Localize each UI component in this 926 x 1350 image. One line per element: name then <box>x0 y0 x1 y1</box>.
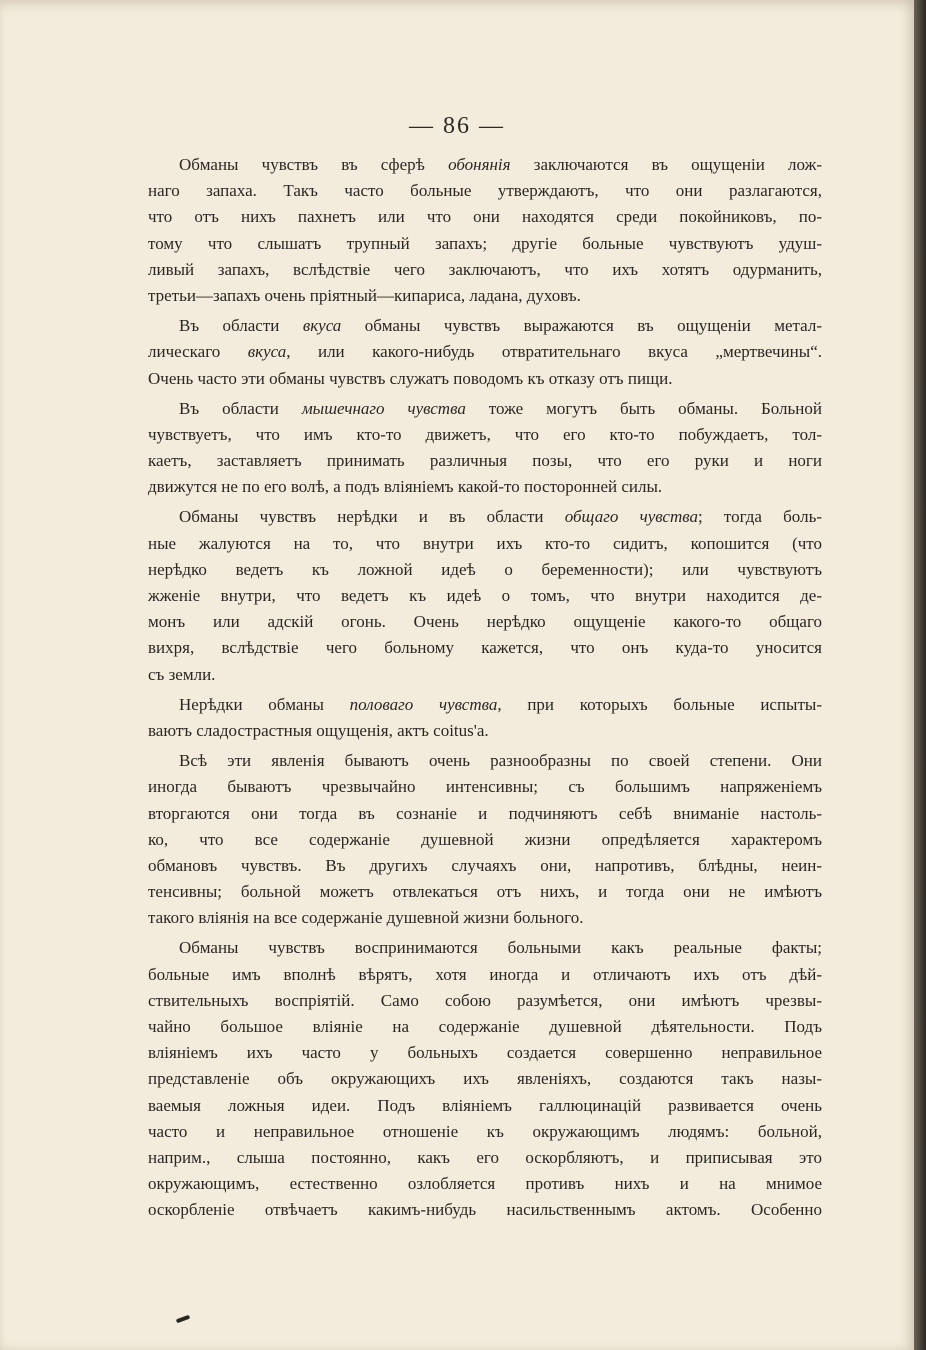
text-line: Въ области вкуса обманы чувствъ выражаются въ ощущеніи метал- <box>179 316 822 336</box>
text-line: ливый запахъ, вслѣдствіе чего заключаютъ, что ихъ хотятъ одурманить, <box>148 259 822 279</box>
text-line: оскорбленіе отвѣчаетъ какимъ-нибудь насильственнымъ актомъ. Особенно <box>148 1200 822 1220</box>
body-text <box>148 152 822 1224</box>
text-line: больные имъ вполнѣ вѣрятъ, хотя иногда и отличаютъ ихъ отъ дѣй- <box>148 964 822 984</box>
text-line: монъ или адскій огонь. Очень нерѣдко ощущеніе какого-то общаго <box>148 612 822 632</box>
text-line: Обманы чувствъ воспринимаются больными какъ реальные факты; <box>179 938 822 958</box>
text-line: Обманы чувствъ нерѣдки и въ области общаго чувства; тогда боль- <box>179 507 822 527</box>
text-line: Очень часто эти обманы чувствъ служатъ поводомъ къ отказу отъ пищи. <box>148 368 673 388</box>
text-line: съ земли. <box>148 664 216 684</box>
text-line: чайно большое вліяніе на содержаніе душевной дѣятельности. Подъ <box>148 1017 822 1036</box>
text-line: тому что слышатъ трупный запахъ; другіе больные чувствуютъ удуш- <box>148 233 822 253</box>
text-line: обмановъ чувствъ. Въ другихъ случаяхъ они, напротивъ, блѣдны, неин- <box>148 855 822 875</box>
text-line: ные жалуются на то, что внутри ихъ кто-то сидитъ, копошится (что <box>148 533 822 553</box>
text-line: ваютъ сладострастныя ощущенія, актъ coitus'а. <box>148 720 489 740</box>
text-line: наго запаха. Такъ часто больные утверждаютъ, что они разлагаются, <box>148 181 822 201</box>
text-line: что отъ нихъ пахнетъ или что они находятся среди покойниковъ, по- <box>148 207 822 227</box>
text-line: тенсивны; больной можетъ отвлекаться отъ нихъ, и тогда они не имѣютъ <box>148 882 822 902</box>
text-line: третьи—запахъ очень пріятный—кипариса, ладана, духовъ. <box>148 285 581 305</box>
text-line: вихря, вслѣдствіе чего больному кажется, что онъ куда-то уносится <box>148 638 822 658</box>
text-line: нерѣдко ведетъ къ ложной идеѣ о беременности); или чувствуютъ <box>148 559 822 579</box>
text-line: Въ области мышечнаго чувства тоже могутъ быть обманы. Больной <box>179 398 822 418</box>
ink-mark <box>176 1315 191 1324</box>
text-line: Нерѣдки обманы половаго чувства, при которыхъ больные испыты- <box>179 694 822 714</box>
text-line: наприм., слыша постоянно, какъ его оскорбляютъ, и приписывая это <box>148 1147 822 1167</box>
text-line: лическаго вкуса, или какого-нибудь отвратительнаго вкуса „мертвечины“. <box>148 342 822 362</box>
text-line: ваемыя ложныя идеи. Подъ вліяніемъ галлюцинацій развивается очень <box>148 1095 822 1115</box>
text-line: каетъ, заставляетъ принимать различныя позы, что его руки и ноги <box>148 451 822 471</box>
text-line: ко, что все содержаніе душевной жизни опредѣляется характеромъ <box>148 829 822 849</box>
text-line: жженіе внутри, что ведетъ къ идеѣ о томъ, что внутри находится де- <box>148 586 822 605</box>
text-line: вторгаются они тогда въ сознаніе и подчиняютъ себѣ вниманіе настоль- <box>148 803 822 823</box>
text-line: такого вліянія на все содержаніе душевной жизни больного. <box>148 908 584 928</box>
text-line: часто и неправильное отношеніе къ окружающимъ людямъ: больной, <box>148 1121 822 1141</box>
page-edge <box>914 0 926 1350</box>
text-line: чувствуетъ, что имъ кто-то движетъ, что его кто-то побуждаетъ, тол- <box>148 424 822 444</box>
text-line: вліяніемъ ихъ часто у больныхъ создается совершенно неправильное <box>148 1043 822 1063</box>
page-number: — 86 — <box>409 113 505 139</box>
text-line: представленіе объ окружающихъ ихъ явленіяхъ, создаются такъ назы- <box>148 1069 822 1089</box>
text-line: иногда бываютъ чрезвычайно интенсивны; съ большимъ напряженіемъ <box>148 777 822 797</box>
text-line: ствительныхъ воспріятій. Само собою разумѣется, они имѣютъ чрезвы- <box>148 990 822 1010</box>
text-line: движутся не по его волѣ, а подъ вліяніемъ какой-то посторонней силы. <box>148 477 663 497</box>
text-line: Обманы чувствъ въ сферѣ обонянія заключаются въ ощущеніи лож- <box>179 155 822 174</box>
text-line: Всѣ эти явленія бываютъ очень разнообразны по своей степени. Они <box>179 751 822 771</box>
text-line: окружающимъ, естественно озлобляется противъ нихъ и на мнимое <box>148 1174 822 1194</box>
